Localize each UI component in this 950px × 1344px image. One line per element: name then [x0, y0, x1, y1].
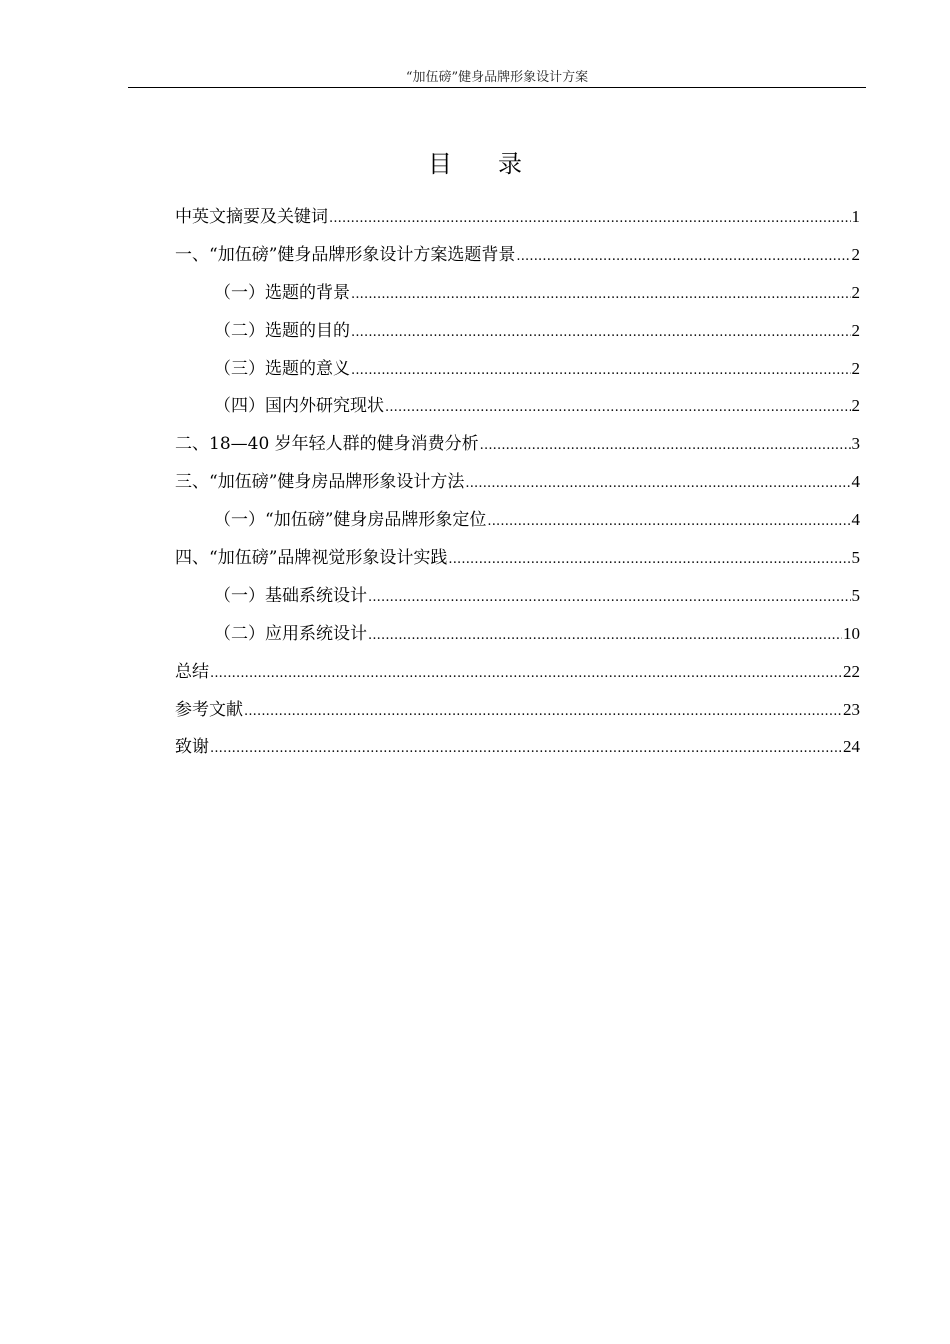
toc-entry[interactable]: [175, 657, 860, 695]
toc-entry-label: 三、“加伍磅”健身房品牌形象设计方法: [175, 472, 465, 493]
toc-leader-dots: [210, 734, 842, 764]
toc-entry-label: （一）选题的背景: [214, 282, 350, 303]
toc-entry-label: 一、“加伍磅”健身品牌形象设计方案选题背景: [175, 244, 516, 265]
toc-entry-label: （一）基础系统设计: [214, 585, 367, 606]
toc-title-part1: 目: [428, 150, 452, 178]
header-rule: [128, 87, 866, 88]
toc-entry[interactable]: [175, 278, 860, 316]
toc-leader-dots: [368, 621, 842, 651]
toc-entry[interactable]: [175, 619, 860, 657]
toc-entry-label: 二、18—40 岁年轻人群的健身消费分析: [175, 434, 479, 455]
toc-entry[interactable]: [175, 354, 860, 392]
toc-leader-dots: [448, 545, 850, 575]
toc-title-part2: 录: [498, 150, 522, 178]
toc-entry-page: 4: [851, 510, 860, 530]
toc-title: [0, 148, 950, 180]
toc-leader-dots: [244, 697, 842, 727]
toc-entry[interactable]: [175, 467, 860, 505]
toc-entry-page: 3: [851, 434, 860, 454]
toc-entry-page: 22: [843, 661, 860, 681]
toc-entry[interactable]: [175, 505, 860, 543]
toc-entry-page: 2: [851, 320, 860, 340]
toc-entry[interactable]: [175, 316, 860, 354]
toc-entry-page: 2: [851, 244, 860, 264]
toc-entry-label: 致谢: [175, 737, 209, 758]
toc-entry-page: 5: [851, 585, 860, 605]
toc-leader-dots: [368, 583, 851, 613]
toc-entry-page: 5: [851, 548, 860, 568]
toc-entry-label: 中英文摘要及关键词: [175, 207, 328, 227]
toc-entry[interactable]: [175, 429, 860, 467]
toc-leader-dots: [351, 356, 851, 386]
toc-entry[interactable]: [175, 581, 860, 619]
toc-leader-dots: [385, 393, 851, 423]
toc-entry[interactable]: [175, 391, 860, 429]
toc-entry-page: 24: [843, 737, 860, 757]
toc-leader-dots: [487, 507, 850, 537]
toc-leader-dots: [516, 242, 850, 272]
toc-leader-dots: [480, 431, 851, 461]
toc-entry[interactable]: [175, 732, 860, 770]
toc-entry-page: 23: [843, 699, 860, 719]
toc-entry-page: 1: [851, 207, 860, 226]
toc-entry-label: 四、“加伍磅”品牌视觉形象设计实践: [175, 548, 448, 569]
toc-entry[interactable]: [175, 240, 860, 278]
toc-entry-label: 参考文献: [175, 699, 243, 720]
toc-entry-page: 2: [851, 282, 860, 302]
toc-leader-dots: [329, 204, 851, 234]
toc-entry[interactable]: [175, 202, 860, 240]
toc-leader-dots: [210, 659, 842, 689]
toc-list: [175, 202, 860, 770]
toc-entry-page: 2: [851, 396, 860, 416]
toc-entry-label: 总结: [175, 661, 209, 682]
toc-entry-label: （一）“加伍磅”健身房品牌形象定位: [214, 510, 487, 531]
page-header: “加伍磅”健身品牌形象设计方案: [405, 70, 589, 85]
toc-entry-page: 10: [843, 623, 860, 643]
toc-leader-dots: [465, 469, 850, 499]
toc-entry-page: 4: [851, 472, 860, 492]
toc-entry[interactable]: [175, 695, 860, 733]
toc-entry-label: （三）选题的意义: [214, 358, 350, 379]
toc-entry-label: （四）国内外研究现状: [214, 396, 384, 417]
toc-entry-label: （二）选题的目的: [214, 320, 350, 341]
toc-entry-label: （二）应用系统设计: [214, 623, 367, 644]
toc-leader-dots: [351, 318, 851, 348]
toc-leader-dots: [351, 280, 851, 310]
toc-entry-page: 2: [851, 358, 860, 378]
toc-entry[interactable]: [175, 543, 860, 581]
